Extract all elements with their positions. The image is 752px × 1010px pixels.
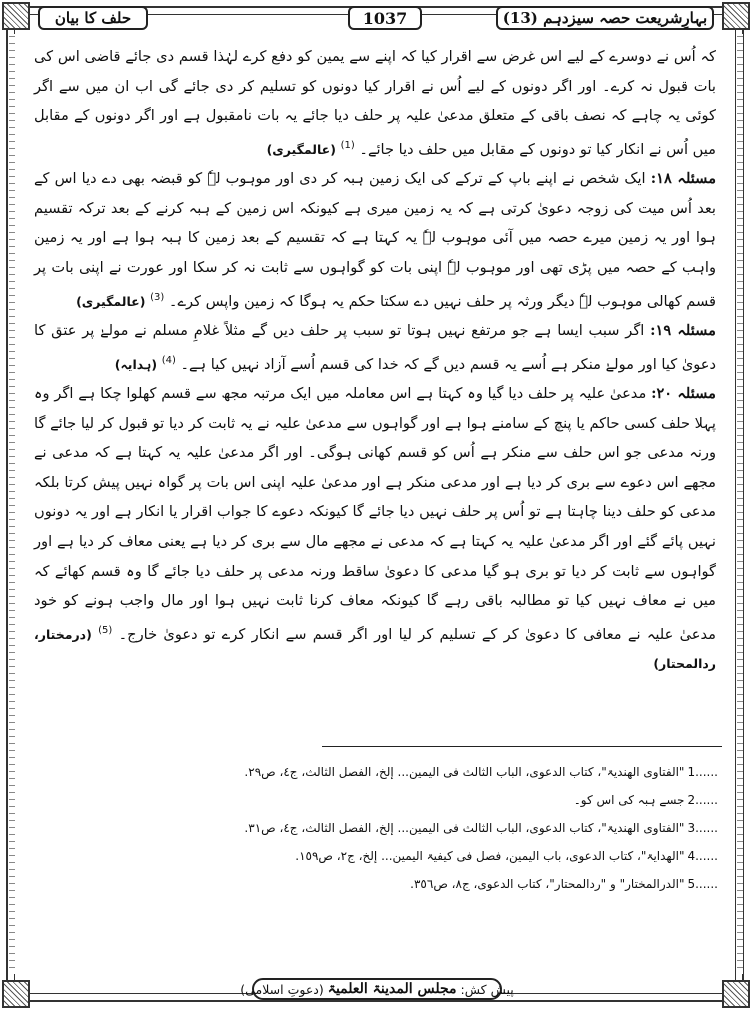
paragraph-text: ایک شخص نے اپنے باپ کے ترکے کی ایک زمین ہبہ کر دی اور موہوب لہٗ کو قبضہ بھی دے دیا اس کے بعد اُس میت کی زوجہ دعویٰ کرتی ہے کہ یہ زمین میری ہے کیونکہ اس زمین کے ہبہ کرنے کے بعد ترکہ تقسیم ہوا اور یہ زمین میرے حصہ میں آئی موہوب لہٗ یہ کہتا ہے کہ تقسیم کے بعد زمین کا ہبہ ہوا ہے اور یہ زمین واہب کے حصہ میں پڑی تھی اور موہوب لہٗ اپنی بات کو گواہوں سے ثابت نہ کر سکا اور عورت نے اپنی بات پر قسم کھالی موہوب لہٗ دیگر ورثہ پر حلف نہیں دے سکتا حکم یہ ہوگا کہ زمین واپس کرے۔ (34, 170, 716, 310)
masala-label: مسئلہ ۱۹: (650, 322, 716, 340)
footnote-marker: (1) (340, 139, 355, 151)
source-reference: (درمختار، ردالمحتار) (34, 626, 716, 672)
masala-paragraph (34, 316, 716, 379)
footnote-item (38, 870, 718, 898)
paragraph-text: مدعیٰ علیہ پر حلف دیا گیا وہ کہتا ہے اس معاملہ میں ایک مرتبہ مجھ سے قسم کھلوا چکا ہے اگر وہ پہلا حلف کسی حاکم یا پنچ کے سامنے ہوا ہے اور گواہوں سے مدعیٰ علیہ نے یہ ثابت کر دیا تو قبول کر لیا جائے گا ورنہ مدعی جو اس حلف سے منکر ہے اُس کو قسم کھانی ہوگی۔ اور اگر مدعیٰ علیہ یہ کہتا ہے کہ مدعی نے مجھے اس دعوے سے بری کر دیا ہے اور مدعی منکر ہے اور مدعیٰ علیہ اپنی اس بات پر گواہ نہیں پیش کرتا بلکہ مدعی کو حلف دینا چاہتا ہے تو اُس پر حلف نہیں دیا جائے گا کیونکہ دعوے کا جواب اقرار یا انکار ہے اور یہ دونوں نہیں پائے گئے اور اگر مدعیٰ علیہ یہ کہتا ہے کہ مدعی نے مجھے مال سے بری کر دیا ہے یعنی معاف کر دیا ہے اور گواہوں سے ثابت کر دیا تو بری ہو گیا مدعی کا دعویٰ ساقط ورنہ مدعی پر حلف دیا جائے گا وہ قسم کھائے کہ میں نے معاف نہیں کیا تو مطالبہ باقی رہے گا کیونکہ معاف کرنا ثابت نہیں ہوا اور مال واجب ہونے کو خود مدعیٰ علیہ نے معافی کا دعویٰ کر کے تسلیم کر لیا اور اگر قسم سے انکار کرے تو دعویٰ خارج۔ (34, 385, 716, 643)
page-footer (0, 978, 752, 1004)
footnote-marker: (4) (161, 354, 176, 366)
source-reference: (عالمگیری) (266, 141, 336, 157)
footnote-divider (322, 746, 722, 747)
footnote-number: 5...... (687, 877, 718, 891)
side-ornament (9, 34, 15, 974)
footnote-text: "الفتاوی الھندیۃ"، کتاب الدعوی، الباب الثالث فی الیمین... إلخ، الفصل الثالث، ج٤، ص٣١. (244, 821, 685, 835)
footer-prefix: پیش کش: (460, 981, 514, 997)
paragraph-text: کہ اُس نے دوسرے کے لیے اس غرض سے اقرار کیا کہ اپنے سے یمین کو دفع کرے لہٰذا قسم دی جائے قاضی اس کی بات قبول نہ کرے۔ اور اگر دونوں کے لیے اُس نے اقرار کیا دونوں کو تسلیم کر دی جائے گی اب ان میں سے اگر کوئی یہ چاہے کہ نصف باقی کے متعلق مدعیٰ علیہ پر حلف دیا جائے یہ بات نامقبول ہے اور اگر دونوں کے مقابل میں اُس نے انکار کیا تو دونوں کے مقابل میں حلف دیا جائے۔ (34, 48, 716, 158)
footnote-item (38, 842, 718, 870)
corner-ornament (722, 2, 750, 30)
chapter-title: حلف کا بیان (38, 6, 148, 30)
footnote-item (38, 786, 718, 814)
footnote-number: 1...... (687, 765, 718, 779)
publisher-name: مجلس المدینۃ العلمیۃ (327, 981, 457, 997)
footnotes (38, 758, 718, 898)
footnote-marker: (5) (98, 624, 113, 636)
book-title: بہارِشریعت حصہ سیزدہم (13) (496, 6, 714, 30)
footnote-number: 2...... (687, 793, 718, 807)
main-text (34, 42, 716, 679)
side-ornament (737, 34, 743, 974)
footnote-text: "الھدایۃ"، کتاب الدعوی، باب الیمین، فصل فی کیفیۃ الیمین... إلخ، ج٢، ص١٥٩. (295, 849, 685, 863)
footnote-number: 4...... (687, 849, 718, 863)
footnote-number: 3...... (687, 821, 718, 835)
masala-paragraph (34, 379, 716, 679)
footnote-text: "الفتاوی الھندیۃ"، کتاب الدعوی، الباب الثالث فی الیمین... إلخ، الفصل الثالث، ج٤، ص٢٩. (244, 765, 685, 779)
masala-label: مسئلہ ۱۸: (650, 170, 717, 188)
paragraph (34, 42, 716, 164)
source-reference: (عالمگیری) (76, 293, 146, 309)
footnote-item (38, 814, 718, 842)
corner-ornament (2, 2, 30, 30)
footer-suffix: (دعوتِ اسلامی) (240, 981, 324, 997)
page-header (38, 6, 714, 32)
source-reference: (ہدایہ) (114, 356, 158, 372)
footnote-item (38, 758, 718, 786)
publisher-badge (240, 978, 514, 1000)
page-number: 1037 (348, 6, 422, 30)
paragraph-text: اگر سبب ایسا ہے جو مرتفع نہیں ہوتا تو سبب پر حلف دیں گے مثلاً غلامِ مسلم نے مولےٰ پر عتق کا دعویٰ کیا اور مولےٰ منکر ہے اُسے یہ قسم دیں گے کہ خدا کی قسم اُسے آزاد نہیں کیا ہے۔ (34, 322, 716, 373)
footnote-text: "الدرالمختار" و "ردالمحتار"، کتاب الدعوی، ج٨، ص٣٥٦. (410, 877, 685, 891)
masala-label: مسئلہ ۲۰: (651, 385, 717, 403)
masala-paragraph (34, 164, 716, 316)
footnote-text: جسے ہبہ کی اس کو۔ (573, 793, 685, 807)
footnote-marker: (3) (150, 291, 165, 303)
